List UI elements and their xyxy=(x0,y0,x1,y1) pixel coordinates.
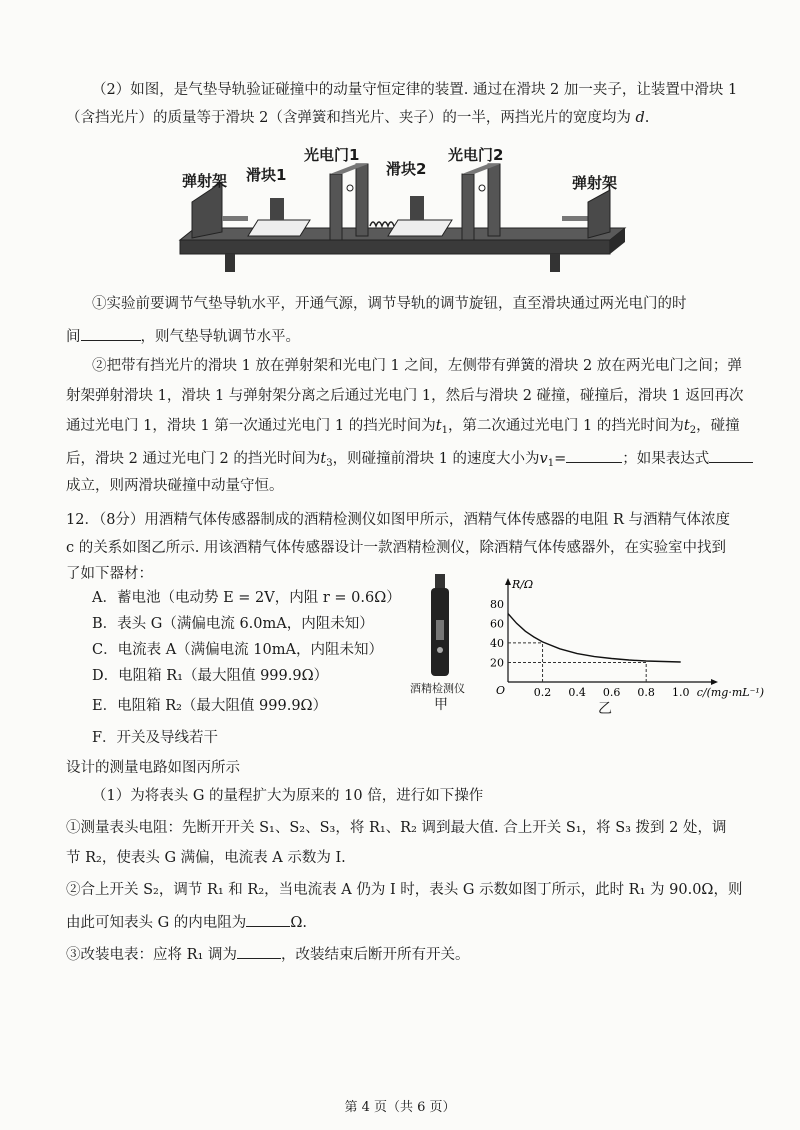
item-d: D．电阻箱 R₁（最大阻值 999.9Ω） xyxy=(92,668,329,684)
label-gate1: 光电门1 xyxy=(304,146,360,164)
item-c: C．电流表 A（满偏电流 10mA，内阻未知） xyxy=(92,642,383,658)
s3-text-b: ，改装结束后断开所有开关。 xyxy=(280,947,470,963)
x-axis-arrow xyxy=(711,679,718,685)
launcher-right-arm xyxy=(562,216,588,221)
label-launcher-right: 弹射架 xyxy=(572,174,618,192)
x-tick-label: 0.6 xyxy=(602,686,621,699)
slider2-flag xyxy=(410,196,424,220)
q11-step2-text-d: 后，滑块 2 通过光电门 2 的挡光时间为 xyxy=(66,451,321,467)
q11-step1-text-a: 间 xyxy=(66,329,81,345)
q11-step2-text-e: ，则碰撞前滑块 1 的速度大小为 xyxy=(332,451,540,467)
var-t1: t xyxy=(435,418,442,434)
var-t2: t xyxy=(683,418,690,434)
var-t3: t xyxy=(320,451,327,467)
x-axis-label: c/(mg·mL⁻¹) xyxy=(696,686,765,699)
s1-line1: ①测量表头电阻：先断开开关 S₁、S₂、S₃，将 R₁、R₂ 调到最大值. 合上开关 S₁，将 S₃ 拨到 2 处，调 xyxy=(66,820,727,836)
s2-line1: ②合上开关 S₂，调节 R₁ 和 R₂，当电流表 A 仍为 I 时，表头 G 示数如图丁所示，此时 R₁ 为 90.0Ω，则 xyxy=(66,882,743,898)
sub1-line: （1）为将表头 G 的量程扩大为原来的 10 倍，进行如下操作 xyxy=(92,788,484,804)
answer-blank-1[interactable] xyxy=(81,324,141,341)
q11-step2-line1: ②把带有挡光片的滑块 1 放在弹射架和光电门 1 之间，左侧带有弹簧的滑块 2 放在两光电门之间；弹 xyxy=(92,358,742,374)
breathalyzer-drawing xyxy=(400,572,480,682)
x-tick-label: 0.8 xyxy=(637,686,655,699)
answer-blank-2[interactable] xyxy=(566,446,622,463)
q11-intro-line2 xyxy=(66,108,649,128)
device-label: 酒精检测仪 xyxy=(410,682,465,695)
item-b: B．表头 G（满偏电流 6.0mA，内阻未知） xyxy=(92,616,374,632)
figure-yi xyxy=(478,570,765,720)
device-tip xyxy=(435,574,445,588)
var-v1: v xyxy=(539,451,548,467)
s2-text-a: 由此可知表头 G 的内电阻为 xyxy=(66,915,247,931)
slider2-body xyxy=(388,220,452,236)
page-number: 第 4 页（共 6 页） xyxy=(344,1100,456,1115)
circuit-line: 设计的测量电路如图丙所示 xyxy=(66,760,240,776)
y-ticks xyxy=(490,598,504,670)
answer-blank-4[interactable] xyxy=(246,910,290,927)
var-v1-sub: 1 xyxy=(547,458,555,469)
s1-line2: 节 R₂，使表头 G 满偏，电流表 A 示数为 I. xyxy=(66,850,346,866)
gate2-sensor xyxy=(479,185,485,191)
q11-intro-text: （含挡光片）的质量等于滑块 2（含弹簧和挡光片、夹子）的一半，两挡光片的宽度均为 xyxy=(66,110,631,126)
gate1-sensor xyxy=(347,185,353,191)
air-track-figure xyxy=(170,140,630,280)
item-a: A．蓄电池（电动势 E = 2V，内阻 r = 0.6Ω） xyxy=(92,590,401,606)
launcher-left-arm xyxy=(222,216,248,221)
figure-jia-label: 甲 xyxy=(434,697,448,713)
figure-jia xyxy=(400,572,480,712)
q11-step2-line4: 后，滑块 2 通过光电门 2 的挡光时间为$t_3$，则碰撞前滑块 1 的速度大小为$v_1=$ ；如果表达式 xyxy=(66,446,753,469)
q12-line2: c 的关系如图乙所示. 用该酒精气体传感器设计一款酒精检测仪，除酒精气体传感器外，在实验室中找到 xyxy=(66,540,726,556)
slider1-body xyxy=(248,220,310,236)
var-t3-sub: 3 xyxy=(326,458,333,469)
q11-step2-line2: 射架弹射滑块 1，滑块 1 与弹射架分离之后通过光电门 1，然后与滑块 2 碰撞，碰撞后，滑块 1 返回再次 xyxy=(66,388,744,404)
y-tick-label: 40 xyxy=(490,636,504,650)
s2-text-b: Ω. xyxy=(290,915,307,931)
var-t2-sub: 2 xyxy=(689,425,697,436)
q11-step2-text-a: 通过光电门 1，滑块 1 第一次通过光电门 1 的挡光时间为 xyxy=(66,418,436,434)
device-display xyxy=(436,620,444,640)
x-tick-label: 0.2 xyxy=(533,686,552,699)
answer-blank-3[interactable] xyxy=(709,446,753,463)
width-variable: d xyxy=(635,110,645,126)
gate2-post-left xyxy=(462,174,474,240)
q11-intro-period: . xyxy=(644,110,650,126)
launcher-right xyxy=(588,190,610,238)
q11-step2-text-f: ；如果表达式 xyxy=(622,451,710,467)
spring xyxy=(370,222,394,226)
label-slider1: 滑块1 xyxy=(246,166,287,184)
q11-step2-line3 xyxy=(66,416,740,436)
origin-label: O xyxy=(496,684,506,697)
q11-step2-line5: 成立，则两滑块碰撞中动量守恒。 xyxy=(66,478,284,494)
q12-line3: 了如下器材： xyxy=(66,566,153,582)
label-slider2: 滑块2 xyxy=(386,160,427,178)
item-f: F．开关及导线若干 xyxy=(92,730,219,746)
r-c-curve xyxy=(508,614,681,662)
gate2-post-right xyxy=(488,164,500,236)
q11-step1-text-b: ，则气垫导轨调节水平。 xyxy=(140,329,300,345)
q12-line1: 12．（8分）用酒精气体传感器制成的酒精检测仪如图甲所示，酒精气体传感器的电阻 R 与酒精气体浓度 xyxy=(66,512,731,528)
s3-text-a: ③改装电表：应将 R₁ 调为 xyxy=(66,947,237,963)
y-tick-label: 80 xyxy=(490,597,504,611)
q11-step2-text-c: ，碰撞 xyxy=(696,418,740,434)
label-launcher-left: 弹射架 xyxy=(182,172,228,190)
foot-left xyxy=(225,254,235,272)
q11-step1-line2 xyxy=(66,324,300,347)
rail-body xyxy=(180,240,610,254)
y-tick-label: 20 xyxy=(490,656,504,670)
slider1-flag xyxy=(270,198,284,220)
q11-step2-text-b: ，第二次通过光电门 1 的挡光时间为 xyxy=(447,418,684,434)
y-axis-label: R/Ω xyxy=(512,578,534,591)
item-e: E．电阻箱 R₂（最大阻值 999.9Ω） xyxy=(92,698,328,714)
answer-blank-5[interactable] xyxy=(237,942,281,959)
figure-yi-label: 乙 xyxy=(598,701,612,717)
y-axis-arrow xyxy=(505,578,511,585)
s3-line xyxy=(66,942,469,965)
device-button xyxy=(437,647,443,653)
rc-chart xyxy=(478,570,765,700)
label-gate2: 光电门2 xyxy=(448,146,504,164)
page-footer xyxy=(0,1096,800,1115)
y-tick-label: 60 xyxy=(490,617,504,631)
var-t1-sub: 1 xyxy=(441,425,448,436)
foot-right xyxy=(550,254,560,272)
q11-intro-line1: （2）如图，是气垫导轨验证碰撞中的动量守恒定律的装置. 通过在滑块 2 加一夹子，让装置中滑块 1 xyxy=(92,82,738,98)
x-tick-label: 1.0 xyxy=(671,686,690,699)
guide-lines xyxy=(508,643,646,682)
q11-step1-line1: ①实验前要调节气垫导轨水平，开通气源，调节导轨的调节旋钮，直至滑块通过两光电门的时 xyxy=(92,296,687,312)
gate1-post-left xyxy=(330,174,342,240)
x-tick-label: 0.4 xyxy=(568,686,586,699)
gate1-post-right xyxy=(356,164,368,236)
s2-line2 xyxy=(66,910,307,933)
